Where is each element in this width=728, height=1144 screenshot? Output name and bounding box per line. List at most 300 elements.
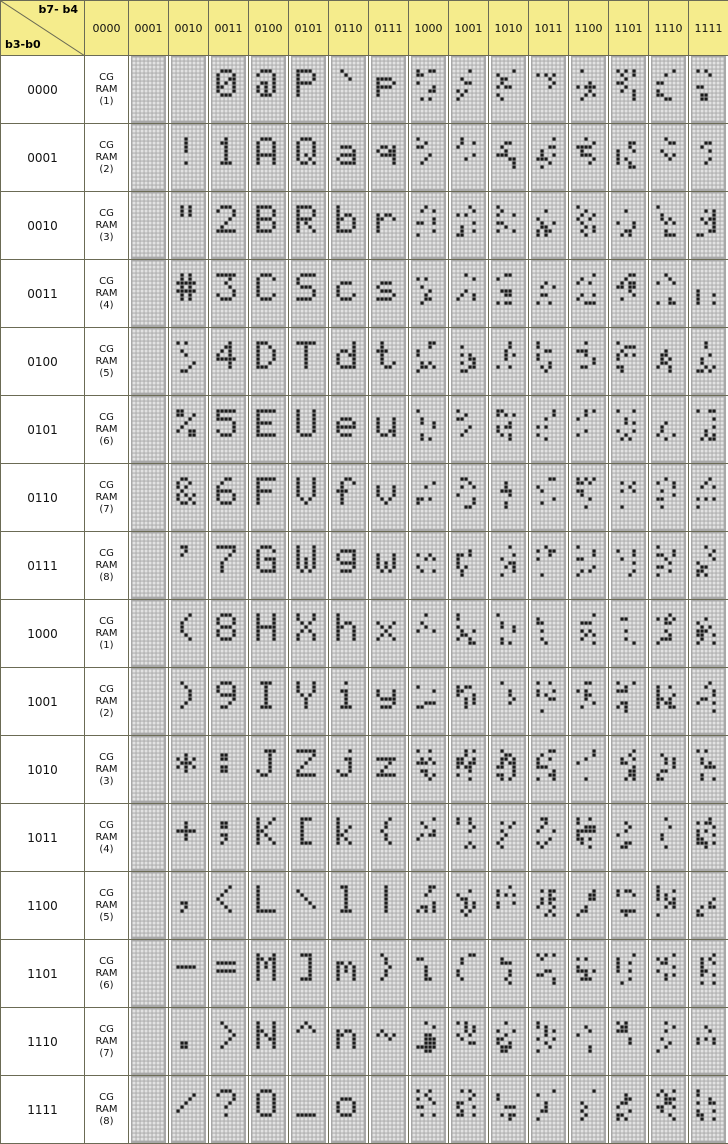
glyph-cell — [129, 872, 169, 940]
column-header: 1011 — [529, 1, 569, 56]
dot-matrix-glyph — [571, 192, 606, 259]
glyph-cell — [649, 56, 689, 124]
glyph-cell — [529, 1008, 569, 1076]
glyph-cell — [529, 396, 569, 464]
column-header: 1110 — [649, 1, 689, 56]
dot-matrix-glyph — [251, 532, 286, 599]
glyph-cell — [569, 532, 609, 600]
glyph-cell — [169, 804, 209, 872]
glyph-cell — [129, 1076, 169, 1144]
glyph-cell — [209, 600, 249, 668]
glyph-cell — [329, 396, 369, 464]
dot-matrix-glyph — [571, 396, 606, 463]
dot-matrix-glyph — [131, 192, 166, 259]
cgram-label: RAM — [85, 356, 128, 368]
dot-matrix-glyph — [211, 56, 246, 123]
glyph-cell — [169, 260, 209, 328]
high-bits-label: b7- b4 — [39, 3, 78, 16]
dot-matrix-glyph — [251, 464, 286, 531]
row-header: 1000 — [1, 600, 85, 668]
dot-matrix-glyph — [451, 396, 486, 463]
glyph-cell — [529, 600, 569, 668]
glyph-cell — [209, 872, 249, 940]
glyph-cell — [369, 600, 409, 668]
dot-matrix-glyph — [531, 600, 566, 667]
glyph-cell — [689, 1008, 728, 1076]
row-header: 0111 — [1, 532, 85, 600]
dot-matrix-glyph — [491, 124, 526, 191]
cgram-cell — [85, 804, 129, 872]
glyph-cell — [209, 940, 249, 1008]
dot-matrix-glyph — [491, 872, 526, 939]
dot-matrix-glyph — [531, 736, 566, 803]
glyph-cell — [329, 192, 369, 260]
glyph-cell — [369, 124, 409, 192]
dot-matrix-glyph — [331, 192, 366, 259]
cgram-label: RAM — [85, 764, 128, 776]
glyph-cell — [409, 124, 449, 192]
dot-matrix-glyph — [331, 532, 366, 599]
glyph-cell — [249, 940, 289, 1008]
dot-matrix-glyph — [211, 600, 246, 667]
dot-matrix-glyph — [371, 1008, 406, 1075]
column-header: 1101 — [609, 1, 649, 56]
glyph-cell — [289, 464, 329, 532]
dot-matrix-glyph — [211, 940, 246, 1007]
dot-matrix-glyph — [131, 1008, 166, 1075]
dot-matrix-glyph — [571, 464, 606, 531]
dot-matrix-glyph — [131, 396, 166, 463]
dot-matrix-glyph — [531, 396, 566, 463]
dot-matrix-glyph — [451, 668, 486, 735]
glyph-cell — [129, 940, 169, 1008]
dot-matrix-glyph — [331, 1076, 366, 1143]
glyph-cell — [449, 1008, 489, 1076]
glyph-cell — [649, 1076, 689, 1144]
dot-matrix-glyph — [651, 1008, 686, 1075]
dot-matrix-glyph — [571, 1008, 606, 1075]
glyph-cell — [369, 1076, 409, 1144]
dot-matrix-glyph — [211, 1008, 246, 1075]
dot-matrix-glyph — [611, 1076, 646, 1143]
glyph-cell — [369, 804, 409, 872]
glyph-cell — [129, 56, 169, 124]
glyph-cell — [489, 328, 529, 396]
glyph-cell — [449, 940, 489, 1008]
dot-matrix-glyph — [651, 192, 686, 259]
dot-matrix-glyph — [411, 872, 446, 939]
dot-matrix-glyph — [331, 600, 366, 667]
dot-matrix-glyph — [451, 1008, 486, 1075]
cgram-label: CG — [85, 752, 128, 764]
dot-matrix-glyph — [531, 940, 566, 1007]
dot-matrix-glyph — [451, 464, 486, 531]
glyph-cell — [409, 1076, 449, 1144]
cgram-label: (1) — [85, 640, 128, 652]
dot-matrix-glyph — [411, 124, 446, 191]
glyph-cell — [169, 464, 209, 532]
glyph-cell — [369, 1008, 409, 1076]
glyph-cell — [569, 396, 609, 464]
dot-matrix-glyph — [131, 124, 166, 191]
dot-matrix-glyph — [251, 804, 286, 871]
dot-matrix-glyph — [491, 1076, 526, 1143]
glyph-cell — [329, 1076, 369, 1144]
dot-matrix-glyph — [611, 668, 646, 735]
glyph-cell — [409, 56, 449, 124]
dot-matrix-glyph — [491, 260, 526, 327]
dot-matrix-glyph — [571, 1076, 606, 1143]
glyph-cell — [449, 872, 489, 940]
dot-matrix-glyph — [691, 940, 726, 1007]
dot-matrix-glyph — [491, 328, 526, 395]
row-header: 0010 — [1, 192, 85, 260]
dot-matrix-glyph — [291, 1008, 326, 1075]
dot-matrix-glyph — [611, 124, 646, 191]
dot-matrix-glyph — [411, 260, 446, 327]
glyph-cell — [329, 940, 369, 1008]
dot-matrix-glyph — [691, 396, 726, 463]
glyph-cell — [129, 600, 169, 668]
glyph-cell — [129, 532, 169, 600]
glyph-cell — [249, 56, 289, 124]
table-row — [1, 804, 728, 872]
dot-matrix-glyph — [531, 124, 566, 191]
dot-matrix-glyph — [171, 532, 206, 599]
dot-matrix-glyph — [211, 396, 246, 463]
column-header: 1000 — [409, 1, 449, 56]
dot-matrix-glyph — [251, 260, 286, 327]
glyph-cell — [449, 464, 489, 532]
glyph-cell — [689, 396, 728, 464]
cgram-label: CG — [85, 548, 128, 560]
dot-matrix-glyph — [611, 940, 646, 1007]
dot-matrix-glyph — [691, 668, 726, 735]
dot-matrix-glyph — [371, 1076, 406, 1143]
glyph-cell — [289, 56, 329, 124]
dot-matrix-glyph — [691, 1076, 726, 1143]
glyph-cell — [129, 396, 169, 464]
glyph-cell — [209, 532, 249, 600]
glyph-cell — [289, 124, 329, 192]
cgram-label: (2) — [85, 164, 128, 176]
cgram-label: (6) — [85, 436, 128, 448]
dot-matrix-glyph — [171, 192, 206, 259]
glyph-cell — [289, 600, 329, 668]
cgram-cell — [85, 124, 129, 192]
dot-matrix-glyph — [411, 532, 446, 599]
dot-matrix-glyph — [131, 1076, 166, 1143]
dot-matrix-glyph — [531, 668, 566, 735]
dot-matrix-glyph — [571, 56, 606, 123]
dot-matrix-glyph — [171, 396, 206, 463]
glyph-cell — [289, 396, 329, 464]
dot-matrix-glyph — [171, 668, 206, 735]
cgram-label: (5) — [85, 368, 128, 380]
glyph-cell — [329, 260, 369, 328]
dot-matrix-glyph — [331, 260, 366, 327]
dot-matrix-glyph — [331, 328, 366, 395]
dot-matrix-glyph — [451, 600, 486, 667]
glyph-cell — [169, 56, 209, 124]
table-row — [1, 192, 728, 260]
glyph-cell — [329, 872, 369, 940]
column-header: 0010 — [169, 1, 209, 56]
glyph-cell — [489, 532, 529, 600]
table-row — [1, 736, 728, 804]
dot-matrix-glyph — [411, 328, 446, 395]
row-header: 1011 — [1, 804, 85, 872]
glyph-cell — [529, 464, 569, 532]
glyph-cell — [569, 736, 609, 804]
cgram-label: RAM — [85, 84, 128, 96]
dot-matrix-glyph — [331, 804, 366, 871]
cgram-label: CG — [85, 956, 128, 968]
dot-matrix-glyph — [451, 260, 486, 327]
glyph-cell — [489, 940, 529, 1008]
glyph-cell — [129, 328, 169, 396]
glyph-cell — [249, 396, 289, 464]
cgram-label: (6) — [85, 980, 128, 992]
dot-matrix-glyph — [131, 600, 166, 667]
dot-matrix-glyph — [611, 396, 646, 463]
dot-matrix-glyph — [211, 872, 246, 939]
cgram-label: RAM — [85, 968, 128, 980]
row-header: 0101 — [1, 396, 85, 464]
glyph-cell — [569, 600, 609, 668]
row-header: 0011 — [1, 260, 85, 328]
glyph-cell — [129, 124, 169, 192]
glyph-cell — [529, 1076, 569, 1144]
dot-matrix-glyph — [211, 736, 246, 803]
dot-matrix-glyph — [131, 260, 166, 327]
glyph-cell — [129, 804, 169, 872]
dot-matrix-glyph — [691, 1008, 726, 1075]
cgram-cell — [85, 872, 129, 940]
glyph-cell — [569, 464, 609, 532]
glyph-cell — [489, 1076, 529, 1144]
glyph-cell — [409, 940, 449, 1008]
cgram-label: CG — [85, 72, 128, 84]
glyph-cell — [209, 328, 249, 396]
glyph-cell — [649, 260, 689, 328]
glyph-cell — [169, 396, 209, 464]
dot-matrix-glyph — [331, 124, 366, 191]
dot-matrix-glyph — [651, 328, 686, 395]
glyph-cell — [689, 464, 728, 532]
dot-matrix-glyph — [371, 260, 406, 327]
dot-matrix-glyph — [371, 328, 406, 395]
dot-matrix-glyph — [531, 56, 566, 123]
glyph-cell — [409, 872, 449, 940]
dot-matrix-glyph — [371, 396, 406, 463]
column-header: 0111 — [369, 1, 409, 56]
dot-matrix-glyph — [571, 872, 606, 939]
glyph-cell — [609, 872, 649, 940]
glyph-cell — [649, 736, 689, 804]
glyph-cell — [569, 940, 609, 1008]
dot-matrix-glyph — [611, 328, 646, 395]
dot-matrix-glyph — [131, 872, 166, 939]
glyph-cell — [529, 736, 569, 804]
glyph-cell — [249, 192, 289, 260]
dot-matrix-glyph — [211, 804, 246, 871]
cgram-label: (4) — [85, 300, 128, 312]
dot-matrix-glyph — [651, 668, 686, 735]
glyph-cell — [329, 804, 369, 872]
dot-matrix-glyph — [371, 872, 406, 939]
glyph-cell — [489, 56, 529, 124]
dot-matrix-glyph — [531, 872, 566, 939]
dot-matrix-glyph — [691, 464, 726, 531]
dot-matrix-glyph — [371, 464, 406, 531]
glyph-cell — [329, 532, 369, 600]
glyph-cell — [569, 804, 609, 872]
glyph-cell — [489, 260, 529, 328]
dot-matrix-glyph — [411, 56, 446, 123]
glyph-cell — [409, 464, 449, 532]
dot-matrix-glyph — [371, 668, 406, 735]
glyph-cell — [249, 668, 289, 736]
cgram-cell — [85, 1008, 129, 1076]
glyph-cell — [489, 124, 529, 192]
glyph-cell — [289, 532, 329, 600]
table-row — [1, 668, 728, 736]
dot-matrix-glyph — [491, 668, 526, 735]
glyph-cell — [249, 600, 289, 668]
glyph-cell — [369, 736, 409, 804]
dot-matrix-glyph — [371, 804, 406, 871]
dot-matrix-glyph — [291, 260, 326, 327]
glyph-cell — [529, 668, 569, 736]
dot-matrix-glyph — [411, 1076, 446, 1143]
glyph-cell — [689, 260, 728, 328]
dot-matrix-glyph — [571, 124, 606, 191]
dot-matrix-glyph — [691, 600, 726, 667]
glyph-cell — [609, 532, 649, 600]
dot-matrix-glyph — [251, 872, 286, 939]
glyph-cell — [569, 872, 609, 940]
glyph-cell — [689, 532, 728, 600]
dot-matrix-glyph — [611, 1008, 646, 1075]
dot-matrix-glyph — [331, 396, 366, 463]
dot-matrix-glyph — [651, 804, 686, 871]
dot-matrix-glyph — [571, 260, 606, 327]
table-row — [1, 124, 728, 192]
glyph-cell — [409, 192, 449, 260]
glyph-cell — [129, 464, 169, 532]
glyph-cell — [689, 668, 728, 736]
dot-matrix-glyph — [211, 192, 246, 259]
glyph-cell — [249, 736, 289, 804]
glyph-cell — [649, 600, 689, 668]
dot-matrix-glyph — [611, 192, 646, 259]
dot-matrix-glyph — [251, 56, 286, 123]
dot-matrix-glyph — [291, 872, 326, 939]
dot-matrix-glyph — [651, 940, 686, 1007]
glyph-cell — [169, 1008, 209, 1076]
cgram-cell — [85, 192, 129, 260]
glyph-cell — [209, 396, 249, 464]
glyph-cell — [609, 940, 649, 1008]
glyph-cell — [529, 124, 569, 192]
cgram-label: (8) — [85, 572, 128, 584]
glyph-cell — [249, 260, 289, 328]
cgram-label: CG — [85, 412, 128, 424]
glyph-cell — [169, 1076, 209, 1144]
dot-matrix-glyph — [571, 532, 606, 599]
table-row — [1, 396, 728, 464]
cgram-label: RAM — [85, 900, 128, 912]
dot-matrix-glyph — [531, 464, 566, 531]
dot-matrix-glyph — [611, 804, 646, 871]
dot-matrix-glyph — [491, 804, 526, 871]
glyph-cell — [689, 192, 728, 260]
dot-matrix-glyph — [571, 328, 606, 395]
header-row — [1, 1, 728, 56]
dot-matrix-glyph — [571, 940, 606, 1007]
glyph-cell — [609, 192, 649, 260]
cgram-cell — [85, 600, 129, 668]
glyph-cell — [169, 872, 209, 940]
glyph-cell — [409, 532, 449, 600]
dot-matrix-glyph — [571, 804, 606, 871]
table-row — [1, 328, 728, 396]
column-header: 0001 — [129, 1, 169, 56]
dot-matrix-glyph — [611, 872, 646, 939]
dot-matrix-glyph — [171, 124, 206, 191]
cgram-label: CG — [85, 616, 128, 628]
glyph-cell — [449, 56, 489, 124]
dot-matrix-glyph — [531, 804, 566, 871]
glyph-cell — [249, 1076, 289, 1144]
cgram-label: RAM — [85, 288, 128, 300]
glyph-cell — [689, 600, 728, 668]
column-header: 1010 — [489, 1, 529, 56]
glyph-cell — [489, 396, 529, 464]
glyph-cell — [489, 1008, 529, 1076]
dot-matrix-glyph — [291, 668, 326, 735]
glyph-cell — [409, 804, 449, 872]
cgram-label: CG — [85, 1024, 128, 1036]
dot-matrix-glyph — [491, 600, 526, 667]
glyph-cell — [329, 328, 369, 396]
cgram-label: RAM — [85, 424, 128, 436]
dot-matrix-glyph — [411, 600, 446, 667]
column-header: 0101 — [289, 1, 329, 56]
glyph-cell — [409, 736, 449, 804]
dot-matrix-glyph — [251, 396, 286, 463]
dot-matrix-glyph — [691, 804, 726, 871]
glyph-cell — [369, 668, 409, 736]
dot-matrix-glyph — [691, 260, 726, 327]
glyph-cell — [409, 396, 449, 464]
glyph-cell — [609, 464, 649, 532]
cgram-cell — [85, 532, 129, 600]
dot-matrix-glyph — [611, 464, 646, 531]
dot-matrix-glyph — [491, 464, 526, 531]
dot-matrix-glyph — [131, 804, 166, 871]
dot-matrix-glyph — [251, 328, 286, 395]
dot-matrix-glyph — [651, 260, 686, 327]
dot-matrix-glyph — [371, 124, 406, 191]
glyph-cell — [649, 532, 689, 600]
dot-matrix-glyph — [171, 260, 206, 327]
dot-matrix-glyph — [651, 600, 686, 667]
glyph-cell — [169, 328, 209, 396]
table-row — [1, 1008, 728, 1076]
glyph-cell — [609, 736, 649, 804]
